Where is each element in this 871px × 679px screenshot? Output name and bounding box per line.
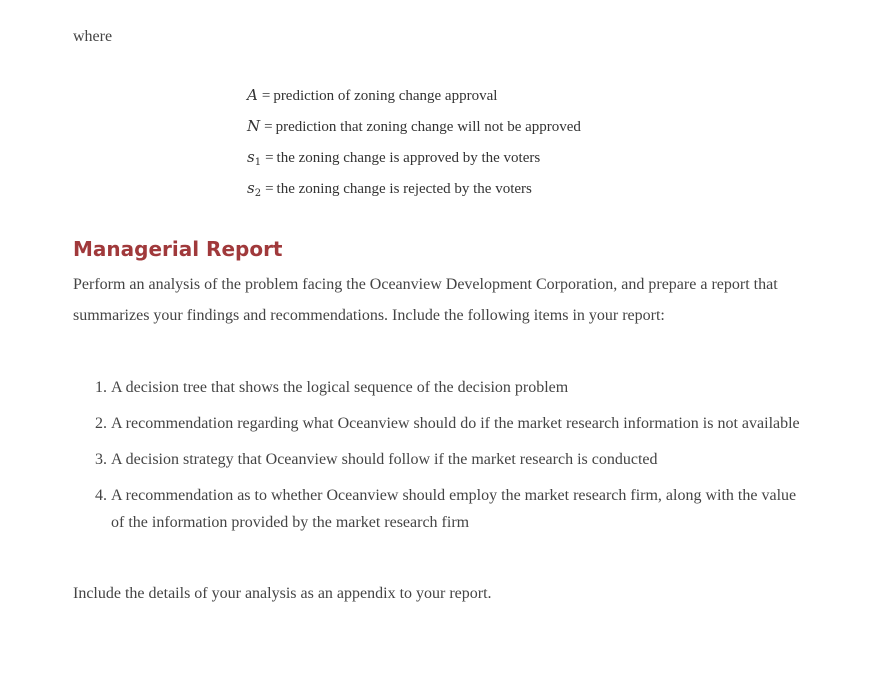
equals-sign: = — [264, 119, 273, 135]
list-item — [73, 410, 803, 437]
definition-symbol: $s_1$ — [247, 148, 262, 168]
definition-text: prediction of zoning change approval — [273, 88, 498, 104]
definition-text: the zoning change is rejected by the voters — [276, 181, 532, 197]
definition-row — [247, 115, 581, 146]
definition-text: prediction that zoning change will not be approved — [275, 119, 581, 135]
list-item-text: A decision strategy that Oceanview should follow if the market research is conducted — [111, 451, 658, 468]
list-item-number: 3. — [95, 451, 107, 468]
list-item — [73, 446, 803, 473]
definition-symbol: $s_2$ — [247, 179, 262, 199]
list-item-text: A recommendation as to whether Oceanview should employ the market research firm, along with the value of the information provided by the market research firm — [111, 487, 797, 531]
equals-sign: = — [265, 181, 274, 197]
definition-text: the zoning change is approved by the voters — [276, 150, 541, 166]
section-heading: Managerial Report — [73, 237, 283, 261]
where-label: where — [73, 28, 113, 45]
equals-sign: = — [265, 150, 274, 166]
list-item — [73, 374, 803, 401]
definition-symbol: A — [247, 86, 258, 104]
list-item-text: A decision tree that shows the logical sequence of the decision problem — [111, 379, 569, 396]
list-item — [73, 482, 803, 536]
report-items-list — [73, 374, 803, 545]
definition-row — [247, 146, 581, 177]
intro-paragraph: Perform an analysis of the problem facing the Oceanview Development Corporation, and prepare a report that summarizes your findings and recommendations. Include the following items in your report: — [73, 276, 778, 324]
definitions-block — [247, 84, 581, 208]
definition-symbol: N — [247, 117, 261, 135]
closing-paragraph: Include the details of your analysis as an appendix to your report. — [73, 585, 492, 602]
list-item-number: 2. — [95, 415, 107, 432]
definition-row — [247, 177, 581, 208]
equals-sign: = — [261, 88, 271, 104]
list-item-number: 4. — [95, 487, 107, 504]
definition-row — [247, 84, 581, 115]
list-item-text: A recommendation regarding what Oceanview should do if the market research information is not available — [111, 415, 800, 432]
list-item-number: 1. — [95, 379, 107, 396]
